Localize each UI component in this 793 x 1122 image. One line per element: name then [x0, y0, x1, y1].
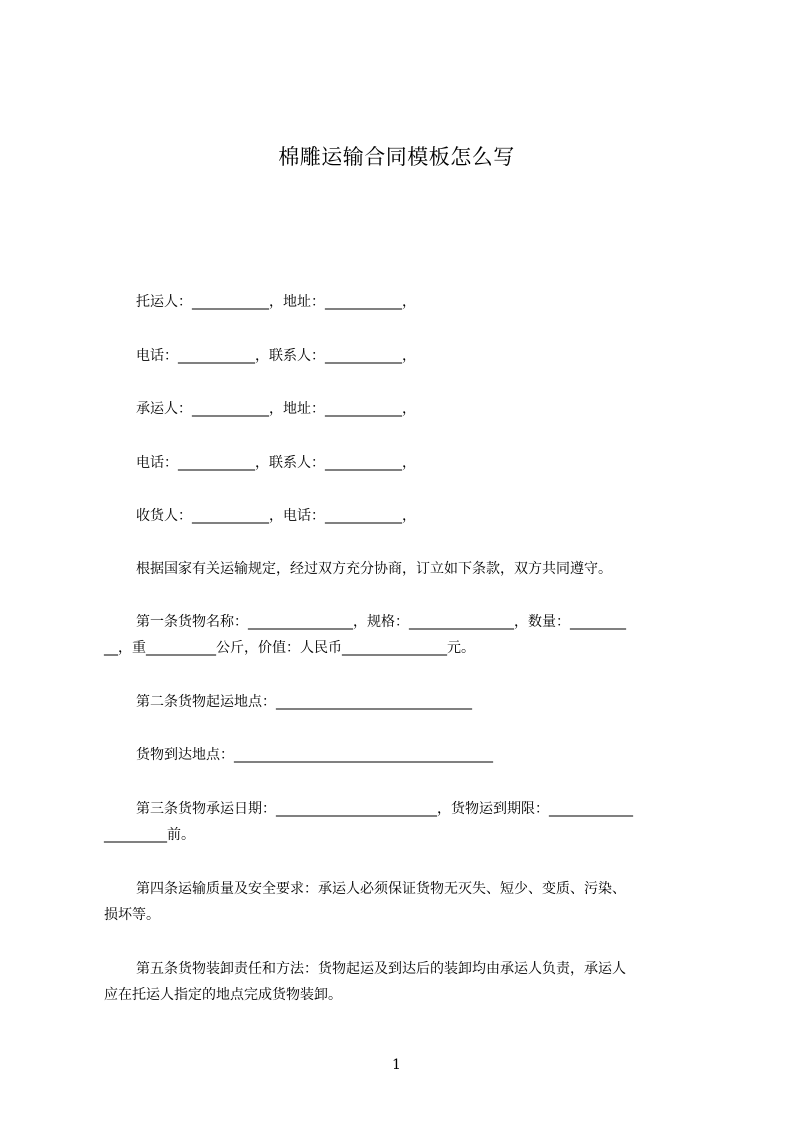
article-3-line-1: 第三条货物承运日期：_______________________，货物运到期限：____________	[136, 801, 633, 817]
preamble-paragraph: 根据国家有关运输规定，经过双方充分协商，订立如下条款，双方共同遵守。	[136, 561, 612, 577]
article-4-line-1: 第四条运输质量及安全要求：承运人必须保证货物无灭失、短少、变质、污染、	[136, 881, 626, 897]
article-3-line-2: _________前。	[104, 827, 195, 843]
consignee-line: 收货人：___________，电话：___________，	[136, 508, 416, 524]
shipper-line: 托运人：___________，地址：___________，	[136, 294, 416, 310]
article-1-line-1: 第一条货物名称：_______________，规格：_______________，数量：________	[136, 614, 626, 630]
article-5-line-2: 应在托运人指定的地点完成货物装卸。	[104, 987, 342, 1003]
arrival-location-line: 货物到达地点：_____________________________________	[136, 747, 493, 763]
article-4-line-2: 损坏等。	[104, 907, 160, 923]
article-5-line-1: 第五条货物装卸责任和方法：货物起运及到达后的装卸均由承运人负责，承运人	[136, 961, 626, 977]
article-1-line-2: __，重__________公斤，价值：人民币_______________元。	[104, 640, 475, 656]
carrier-line: 承运人：___________，地址：___________，	[136, 401, 416, 417]
carrier-phone-line: 电话：___________，联系人：___________，	[136, 455, 416, 471]
page-number: 1	[392, 1057, 401, 1073]
article-2-line: 第二条货物起运地点：____________________________	[136, 694, 472, 710]
document-title: 棉雕运输合同模板怎么写	[278, 145, 515, 169]
shipper-phone-line: 电话：___________，联系人：___________，	[136, 348, 416, 364]
